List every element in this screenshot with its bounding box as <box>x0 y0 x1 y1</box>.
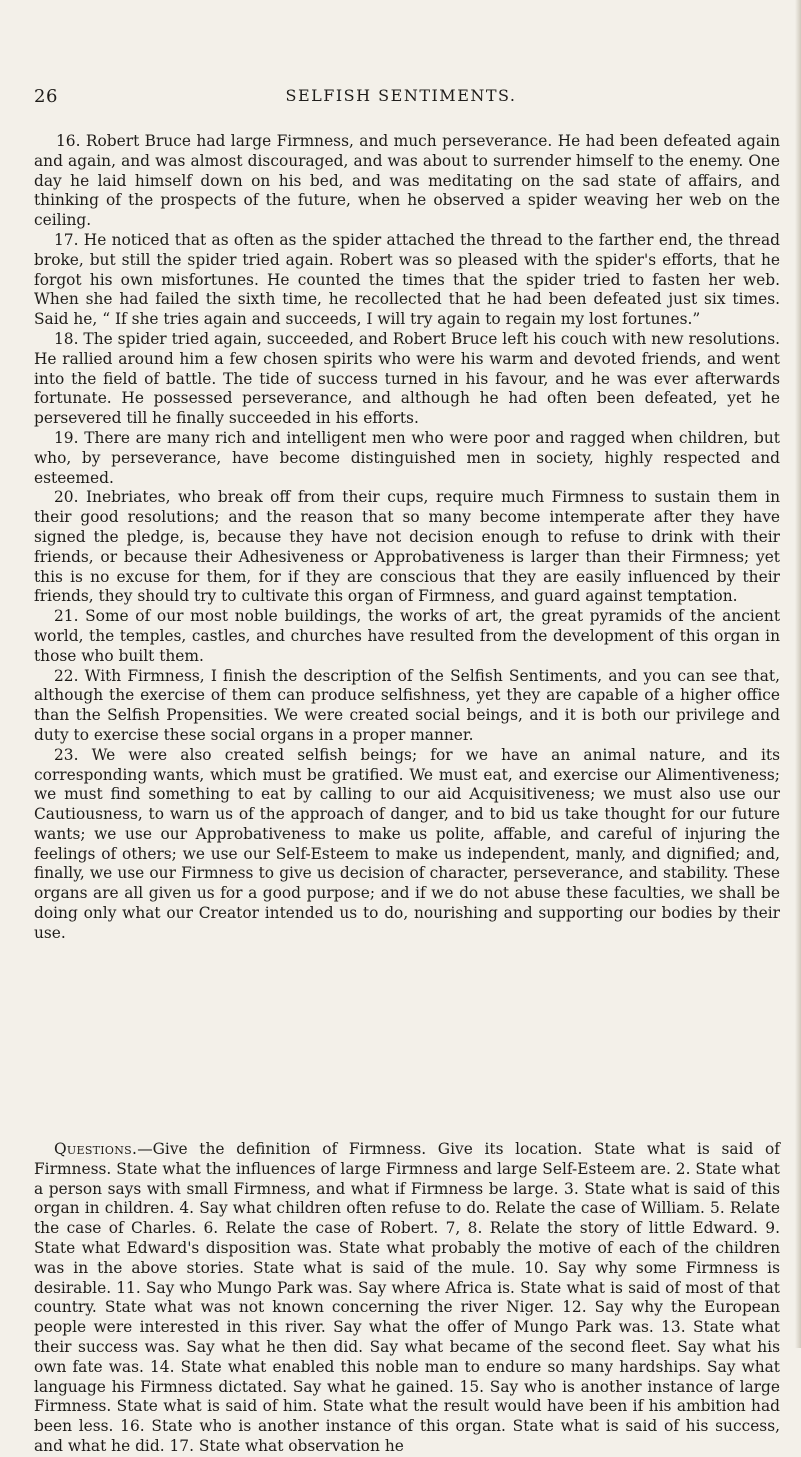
questions-section <box>34 1140 780 1457</box>
paragraph-16: 16. Robert Bruce had large Firmness, and much perseverance. He had been defeated again and again, and was almost discouraged, and was about to surrender himself to the enemy. One day he laid himself down on his bed, and was meditating on the sad state of affairs, and thinking of the prospects of the future, when he observed a spider weaving her web on the ceiling. <box>34 132 780 230</box>
body-text <box>34 132 780 944</box>
paragraph-21: 21. Some of our most noble buildings, the works of art, the great pyramids of the ancient world, the temples, castles, and churches have resulted from the development of this organ in those who built them. <box>34 607 780 665</box>
page-header <box>34 86 768 112</box>
paragraph-23: 23. We were also created selfish beings; for we have an animal nature, and its corresponding wants, which must be gratified. We must eat, and exercise our Alimentiveness; we must find something to eat by calling to our aid Acquisitiveness; we must also use our Cautiousness, to warn us of the approach of danger, and to bid us take thought for our future wants; we use our Approbativeness to make us polite, affable, and careful of injuring the feelings of others; we use our Self-Esteem to make us independent, manly, and dignified; and, finally, we use our Firmness to give us decision of character, perseverance, and stability. These organs are all given us for a good purpose; and if we do not abuse these faculties, we shall be doing only what our Creator intended us to do, nourishing and supporting our bodies by their use. <box>34 745 780 942</box>
running-title: SELFISH SENTIMENTS. <box>285 86 517 105</box>
paragraph-19: 19. There are many rich and intelligent men who were poor and ragged when children, but who, by perseverance, have become distinguished men in society, highly respected and esteemed. <box>34 428 780 487</box>
paragraph-22: 22. With Firmness, I finish the description of the Selfish Sentiments, and you can see that, although the exercise of them can produce selfishness, yet they are capable of a higher office than the Selfish Propensities. We were created social beings, and it is both our privilege and duty to exercise these social organs in a proper manner. <box>34 666 780 744</box>
questions-text: —Give the definition of Firmness. Give its location. State what is said of Firmness. State what the influences of large Firmness and large Self-Esteem are. 2. State what a person says with small Firmness, and what if Firmness be large. 3. State what is said of this organ in children. 4. Say what children often refuse to do. Relate the case of William. 5. Relate the case of Charles. 6. Relate the case of Robert. 7, 8. Relate the story of little Edward. 9. State what Edward's disposition was. State what probably the motive of each of the children was in the above stories. State what is said of the mule. 10. Say why some Firmness is desirable. 11. Say who Mungo Park was. Say where Africa is. State what is said of most of that country. State what was not known concerning the river Niger. 12. Say why the European people were interested in this river. Say what the offer of Mungo Park was. 13. State what their success was. Say what he then did. Say what became of the second fleet. Say what his own fate was. 14. State what enabled this noble man to endure so many hardships. Say what language his Firmness dictated. Say what he gained. 15. Say who is another instance of large Firmness. State what is said of him. State what the result would have been if his ambition had been less. 16. State who is another instance of this organ. State what is said of his success, and what he did. 17. State what observation he <box>34 1140 780 1455</box>
page-edge-shadow <box>795 0 801 1348</box>
questions-paragraph <box>34 1140 780 1457</box>
paragraph-17: 17. He noticed that as often as the spider attached the thread to the farther end, the thread broke, but still the spider tried again. Robert was so pleased with the spider's efforts, that he forgot his own misfortunes. He counted the times that the spider tried to fasten her web. When she had failed the sixth time, he recollected that he had been defeated just six times. Said he, “ If she tries again and succeeds, I will try again to regain my lost fortunes.” <box>34 230 780 329</box>
questions-label: Questions. <box>54 1140 138 1158</box>
paragraph-18: 18. The spider tried again, succeeded, and Robert Bruce left his couch with new resolutions. He rallied around him a few chosen spirits who were his warm and devoted friends, and went into the field of battle. The tide of success turned in his favour, and he was ever afterwards fortunate. He possessed perseverance, and although he had often been defeated, yet he persevered till he finally succeeded in his efforts. <box>34 329 780 428</box>
paragraph-20: 20. Inebriates, who break off from their cups, require much Firmness to sustain them in their good resolutions; and the reason that so many become intemperate after they have signed the pledge, is, because they have not decision enough to refuse to drink with their friends, or because their Adhesiveness or Approbativeness is larger than their Firmness; yet this is no excuse for them, for if they are conscious that they are easily influenced by their friends, they should try to cultivate this organ of Firmness, and guard against temptation. <box>34 488 780 606</box>
page-number: 26 <box>34 86 58 107</box>
